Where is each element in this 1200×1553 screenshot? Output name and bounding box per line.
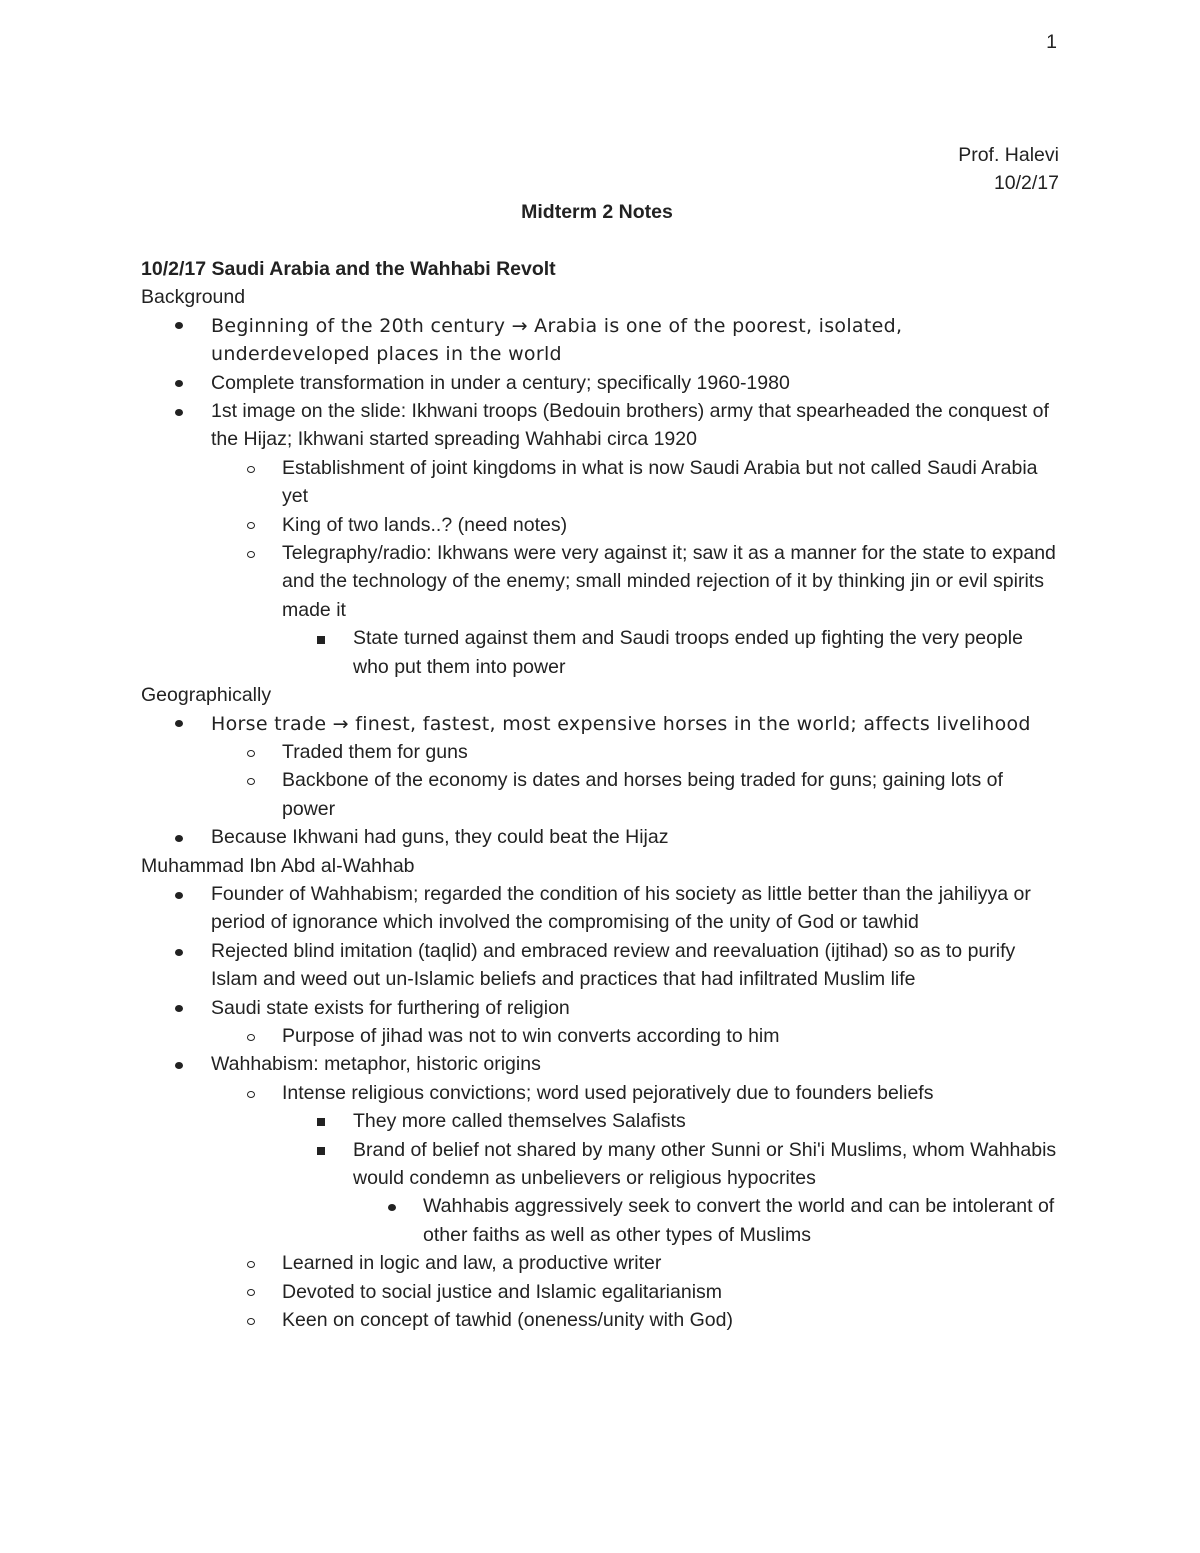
bullet-circle-icon xyxy=(247,1249,255,1277)
list-item: Founder of Wahhabism; regarded the condition of his society as little better than the jahiliyya or period of ignorance which involved the compromising of the unity of God or tawhid xyxy=(141,880,1061,937)
section-heading: 10/2/17 Saudi Arabia and the Wahhabi Revolt xyxy=(141,258,556,280)
page-number: 1 xyxy=(1046,31,1057,53)
bullet-circle-icon xyxy=(247,766,255,794)
document-title: Midterm 2 Notes xyxy=(521,201,673,223)
list-item: Establishment of joint kingdoms in what is now Saudi Arabia but not called Saudi Arabia yet xyxy=(141,454,1061,511)
bullet-square-icon xyxy=(317,1136,325,1164)
bullet-circle-icon xyxy=(247,539,255,567)
bullet-dot-icon xyxy=(175,710,183,738)
bullet-circle-icon xyxy=(247,1278,255,1306)
list-item: Wahhabis aggressively seek to convert the world and can be intolerant of other faiths as well as other types of Muslims xyxy=(141,1192,1061,1249)
list-item: Beginning of the 20th century → Arabia is one of the poorest, isolated, underdeveloped places in the world xyxy=(141,312,1061,369)
bullet-dot-icon xyxy=(175,1050,183,1078)
bullet-circle-icon xyxy=(247,738,255,766)
bullet-dot-icon xyxy=(388,1192,396,1220)
list-item: State turned against them and Saudi troops ended up fighting the very people who put them into power xyxy=(141,624,1061,681)
bullet-circle-icon xyxy=(247,1022,255,1050)
bullet-circle-icon xyxy=(247,454,255,482)
list-item: Complete transformation in under a century; specifically 1960-1980 xyxy=(141,369,1061,397)
list-item: Traded them for guns xyxy=(141,738,1061,766)
list-item: Rejected blind imitation (taqlid) and embraced review and reevaluation (ijtihad) so as to purify Islam and weed out un-Islamic beliefs and practices that had infiltrated Muslim life xyxy=(141,937,1061,994)
list-item: King of two lands..? (need notes) xyxy=(141,511,1061,539)
bullet-dot-icon xyxy=(175,880,183,908)
bullet-dot-icon xyxy=(175,312,183,340)
list-item: 1st image on the slide: Ikhwani troops (Bedouin brothers) army that spearheaded the conquest of the Hijaz; Ikhwani started spreading Wahhabi circa 1920 xyxy=(141,397,1061,454)
list-item: Purpose of jihad was not to win converts according to him xyxy=(141,1022,1061,1050)
list-item: Learned in logic and law, a productive writer xyxy=(141,1249,1061,1277)
header-date: 10/2/17 xyxy=(993,172,1059,194)
bullet-dot-icon xyxy=(175,823,183,851)
wahhab-list xyxy=(141,880,1061,1335)
bullet-dot-icon xyxy=(175,937,183,965)
bullet-dot-icon xyxy=(175,994,183,1022)
bullet-square-icon xyxy=(317,624,325,652)
list-item: Devoted to social justice and Islamic egalitarianism xyxy=(141,1278,1061,1306)
bullet-square-icon xyxy=(317,1107,325,1135)
list-item: Telegraphy/radio: Ikhwans were very against it; saw it as a manner for the state to expand and the technology of the enemy; small minded rejection of it by thinking jin or evil spirits made it xyxy=(141,539,1061,624)
list-item: Keen on concept of tawhid (oneness/unity with God) xyxy=(141,1306,1061,1334)
list-item: Brand of belief not shared by many other Sunni or Shi'i Muslims, whom Wahhabis would condemn as unbelievers or religious hypocrites xyxy=(141,1136,1061,1193)
list-item: Because Ikhwani had guns, they could beat the Hijaz xyxy=(141,823,1061,851)
bullet-circle-icon xyxy=(247,1306,255,1334)
list-item: They more called themselves Salafists xyxy=(141,1107,1061,1135)
geographically-label: Geographically xyxy=(141,684,272,707)
list-item: Horse trade → finest, fastest, most expensive horses in the world; affects livelihood xyxy=(141,710,1061,738)
list-item: Backbone of the economy is dates and horses being traded for guns; gaining lots of power xyxy=(141,766,1061,823)
background-list xyxy=(141,312,1061,681)
wahhab-label: Muhammad Ibn Abd al-Wahhab xyxy=(141,854,415,877)
list-item: Saudi state exists for furthering of religion xyxy=(141,994,1061,1022)
bullet-circle-icon xyxy=(247,511,255,539)
bullet-dot-icon xyxy=(175,397,183,425)
bullet-dot-icon xyxy=(175,369,183,397)
background-label: Background xyxy=(141,286,246,309)
geographically-list xyxy=(141,710,1061,852)
professor-name: Prof. Halevi xyxy=(958,144,1059,166)
list-item: Wahhabism: metaphor, historic origins xyxy=(141,1050,1061,1078)
notes-body xyxy=(141,255,1061,1334)
list-item: Intense religious convictions; word used pejoratively due to founders beliefs xyxy=(141,1079,1061,1107)
bullet-circle-icon xyxy=(247,1079,255,1107)
